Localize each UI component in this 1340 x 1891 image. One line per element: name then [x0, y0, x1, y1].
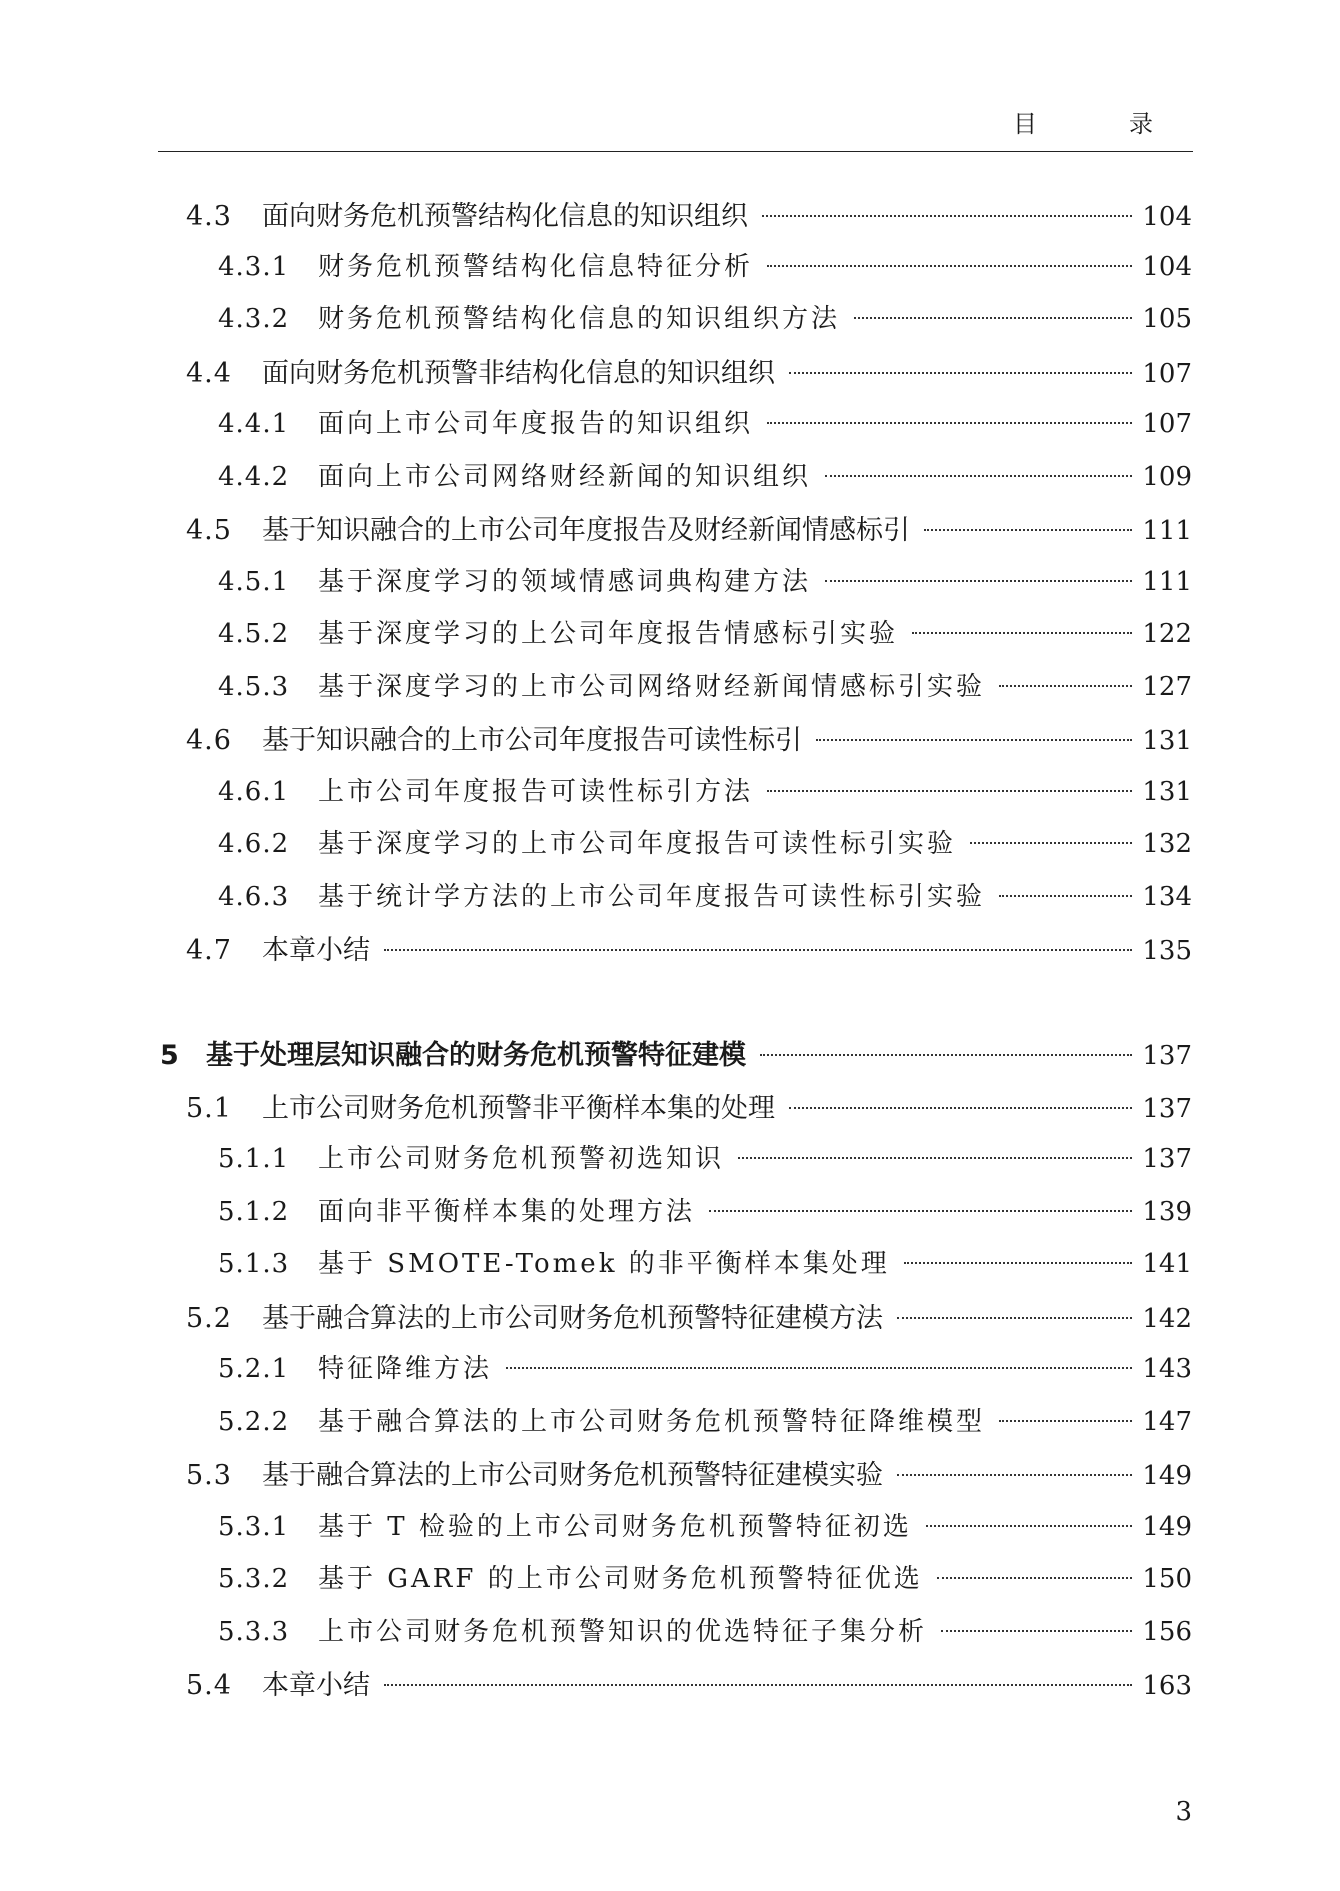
- toc-entry[interactable]: [218, 246, 1192, 286]
- header-title: 目 录: [1013, 110, 1187, 138]
- toc-entry[interactable]: [218, 666, 1192, 706]
- toc-entry[interactable]: [186, 508, 1192, 548]
- dot-leader: [854, 317, 1132, 319]
- page-ref: 163: [1142, 1671, 1192, 1701]
- page-number: 3: [1175, 1797, 1192, 1827]
- dot-leader: [789, 372, 1132, 374]
- section-title: 基于 T 检验的上市公司财务危机预警特征初选: [318, 1512, 912, 1542]
- page-ref: 122: [1142, 619, 1192, 649]
- toc-entry[interactable]: [218, 456, 1192, 496]
- dot-leader: [789, 1107, 1132, 1109]
- section-number: 4.5.3: [218, 672, 290, 702]
- page-ref: 105: [1142, 304, 1192, 334]
- page-ref: 131: [1142, 777, 1192, 807]
- section-number: 4.6.1: [218, 777, 290, 807]
- toc-entry[interactable]: [218, 561, 1192, 601]
- dot-leader: [999, 1420, 1132, 1422]
- page-ref: 109: [1142, 462, 1192, 492]
- page-ref: 150: [1142, 1564, 1192, 1594]
- dot-leader: [941, 1630, 1132, 1632]
- section-number: 4.4.2: [218, 462, 290, 492]
- header-rule: [158, 151, 1193, 152]
- section-number: 4.5.2: [218, 619, 290, 649]
- section-title: 基于深度学习的领域情感词典构建方法: [318, 567, 812, 597]
- section-title: 基于融合算法的上市公司财务危机预警特征建模方法: [262, 1303, 883, 1334]
- dot-leader: [937, 1577, 1133, 1579]
- page-ref: 137: [1142, 1041, 1192, 1071]
- section-number: 5.4: [186, 1670, 232, 1701]
- section-number: 4.6.3: [218, 882, 290, 912]
- page-ref: 111: [1142, 516, 1192, 546]
- page-ref: 132: [1142, 829, 1192, 859]
- toc-entry[interactable]: [186, 1453, 1192, 1493]
- toc-entry[interactable]: [186, 1296, 1192, 1336]
- page-ref: 131: [1142, 726, 1192, 756]
- section-title: 基于融合算法的上市公司财务危机预警特征建模实验: [262, 1460, 883, 1491]
- section-title: 基于融合算法的上市公司财务危机预警特征降维模型: [318, 1407, 986, 1437]
- page-ref: 141: [1142, 1249, 1192, 1279]
- toc-entry[interactable]: [218, 298, 1192, 338]
- section-number: 4.7: [186, 935, 232, 966]
- section-title: 上市公司财务危机预警非平衡样本集的处理: [262, 1093, 775, 1124]
- toc-entry[interactable]: [218, 1138, 1192, 1178]
- toc-entry[interactable]: [186, 928, 1192, 968]
- section-number: 5.3.1: [218, 1512, 290, 1542]
- toc-entry[interactable]: [218, 403, 1192, 443]
- dot-leader: [904, 1262, 1133, 1264]
- toc-entry[interactable]: [218, 613, 1192, 653]
- dot-leader: [506, 1367, 1132, 1369]
- dot-leader: [912, 632, 1132, 634]
- section-number: 4.5: [186, 515, 232, 546]
- dot-leader: [738, 1157, 1132, 1159]
- page-ref: 107: [1142, 409, 1192, 439]
- dot-leader: [999, 685, 1132, 687]
- page-ref: 137: [1142, 1144, 1192, 1174]
- chapter-number: 5: [160, 1040, 179, 1071]
- section-title: 面向上市公司年度报告的知识组织: [318, 409, 754, 439]
- dot-leader: [760, 1054, 1132, 1056]
- section-title: 基于统计学方法的上市公司年度报告可读性标引实验: [318, 882, 986, 912]
- dot-leader: [897, 1317, 1132, 1319]
- toc-entry[interactable]: [186, 1086, 1192, 1126]
- running-header: [158, 104, 1193, 152]
- section-number: 5.3.3: [218, 1617, 290, 1647]
- toc-entry[interactable]: [218, 1611, 1192, 1651]
- chapter-title: 基于处理层知识融合的财务危机预警特征建模: [206, 1040, 746, 1071]
- page-ref: 147: [1142, 1407, 1192, 1437]
- dot-leader: [767, 790, 1132, 792]
- section-number: 4.3.2: [218, 304, 290, 334]
- dot-leader: [825, 475, 1132, 477]
- section-number: 5.2.2: [218, 1407, 290, 1437]
- section-number: 4.6: [186, 725, 232, 756]
- toc-entry[interactable]: [218, 1506, 1192, 1546]
- toc-entry[interactable]: [218, 1348, 1192, 1388]
- toc-entry[interactable]: [218, 771, 1192, 811]
- dot-leader: [999, 895, 1132, 897]
- page-ref: 156: [1142, 1617, 1192, 1647]
- toc-entry[interactable]: [186, 718, 1192, 758]
- dot-leader: [709, 1210, 1132, 1212]
- section-title: 上市公司财务危机预警知识的优选特征子集分析: [318, 1617, 928, 1647]
- section-title: 财务危机预警结构化信息的知识组织方法: [318, 304, 841, 334]
- toc-chapter-entry[interactable]: [160, 1033, 1192, 1073]
- page-ref: 104: [1142, 252, 1192, 282]
- dot-leader: [767, 265, 1132, 267]
- page-ref: 142: [1142, 1304, 1192, 1334]
- dot-leader: [767, 422, 1132, 424]
- section-number: 5.2.1: [218, 1354, 290, 1384]
- dot-leader: [384, 949, 1132, 951]
- section-title: 本章小结: [262, 935, 370, 966]
- toc-entry[interactable]: [186, 1663, 1192, 1703]
- page-ref: 107: [1142, 359, 1192, 389]
- section-title: 面向上市公司网络财经新闻的知识组织: [318, 462, 812, 492]
- dot-leader: [825, 580, 1132, 582]
- section-number: 4.6.2: [218, 829, 290, 859]
- section-title: 本章小结: [262, 1670, 370, 1701]
- toc-entry[interactable]: [218, 1191, 1192, 1231]
- section-title: 上市公司财务危机预警初选知识: [318, 1144, 725, 1174]
- section-number: 4.3.1: [218, 252, 290, 282]
- toc-entry[interactable]: [218, 823, 1192, 863]
- section-title: 基于深度学习的上公司年度报告情感标引实验: [318, 619, 899, 649]
- toc-entry[interactable]: [186, 351, 1192, 391]
- section-number: 5.1.1: [218, 1144, 290, 1174]
- section-title: 基于 GARF 的上市公司财务危机预警特征优选: [318, 1564, 923, 1594]
- dot-leader: [816, 739, 1132, 741]
- section-number: 5.1.2: [218, 1197, 290, 1227]
- section-title: 基于深度学习的上市公司网络财经新闻情感标引实验: [318, 672, 986, 702]
- section-number: 5.1.3: [218, 1249, 290, 1279]
- dot-leader: [970, 842, 1132, 844]
- section-title: 基于 SMOTE-Tomek 的非平衡样本集处理: [318, 1249, 890, 1279]
- section-title: 面向非平衡样本集的处理方法: [318, 1197, 696, 1227]
- section-title: 财务危机预警结构化信息特征分析: [318, 252, 754, 282]
- section-number: 5.3.2: [218, 1564, 290, 1594]
- toc-entry[interactable]: [218, 1558, 1192, 1598]
- toc-entry[interactable]: [186, 194, 1192, 234]
- section-number: 5.2: [186, 1303, 232, 1334]
- section-number: 4.3: [186, 201, 232, 232]
- page-ref: 127: [1142, 672, 1192, 702]
- toc-entry[interactable]: [218, 1401, 1192, 1441]
- page-ref: 149: [1142, 1512, 1192, 1542]
- page-ref: 104: [1142, 202, 1192, 232]
- page-ref: 139: [1142, 1197, 1192, 1227]
- section-title: 基于知识融合的上市公司年度报告及财经新闻情感标引: [262, 515, 910, 546]
- section-number: 4.4.1: [218, 409, 290, 439]
- toc-entry[interactable]: [218, 876, 1192, 916]
- page-ref: 137: [1142, 1094, 1192, 1124]
- section-title: 基于知识融合的上市公司年度报告可读性标引: [262, 725, 802, 756]
- section-title: 基于深度学习的上市公司年度报告可读性标引实验: [318, 829, 957, 859]
- page-ref: 111: [1142, 567, 1192, 597]
- page-ref: 143: [1142, 1354, 1192, 1384]
- dot-leader: [384, 1684, 1132, 1686]
- section-number: 4.4: [186, 358, 232, 389]
- page-ref: 134: [1142, 882, 1192, 912]
- toc-entry[interactable]: [218, 1243, 1192, 1283]
- dot-leader: [926, 1525, 1132, 1527]
- dot-leader: [762, 215, 1132, 217]
- dot-leader: [897, 1474, 1132, 1476]
- section-number: 5.1: [186, 1093, 232, 1124]
- section-title: 面向财务危机预警结构化信息的知识组织: [262, 201, 748, 232]
- page-ref: 135: [1142, 936, 1192, 966]
- page-ref: 149: [1142, 1461, 1192, 1491]
- section-title: 特征降维方法: [318, 1354, 493, 1384]
- section-number: 5.3: [186, 1460, 232, 1491]
- section-title: 面向财务危机预警非结构化信息的知识组织: [262, 358, 775, 389]
- dot-leader: [924, 529, 1132, 531]
- section-title: 上市公司年度报告可读性标引方法: [318, 777, 754, 807]
- section-number: 4.5.1: [218, 567, 290, 597]
